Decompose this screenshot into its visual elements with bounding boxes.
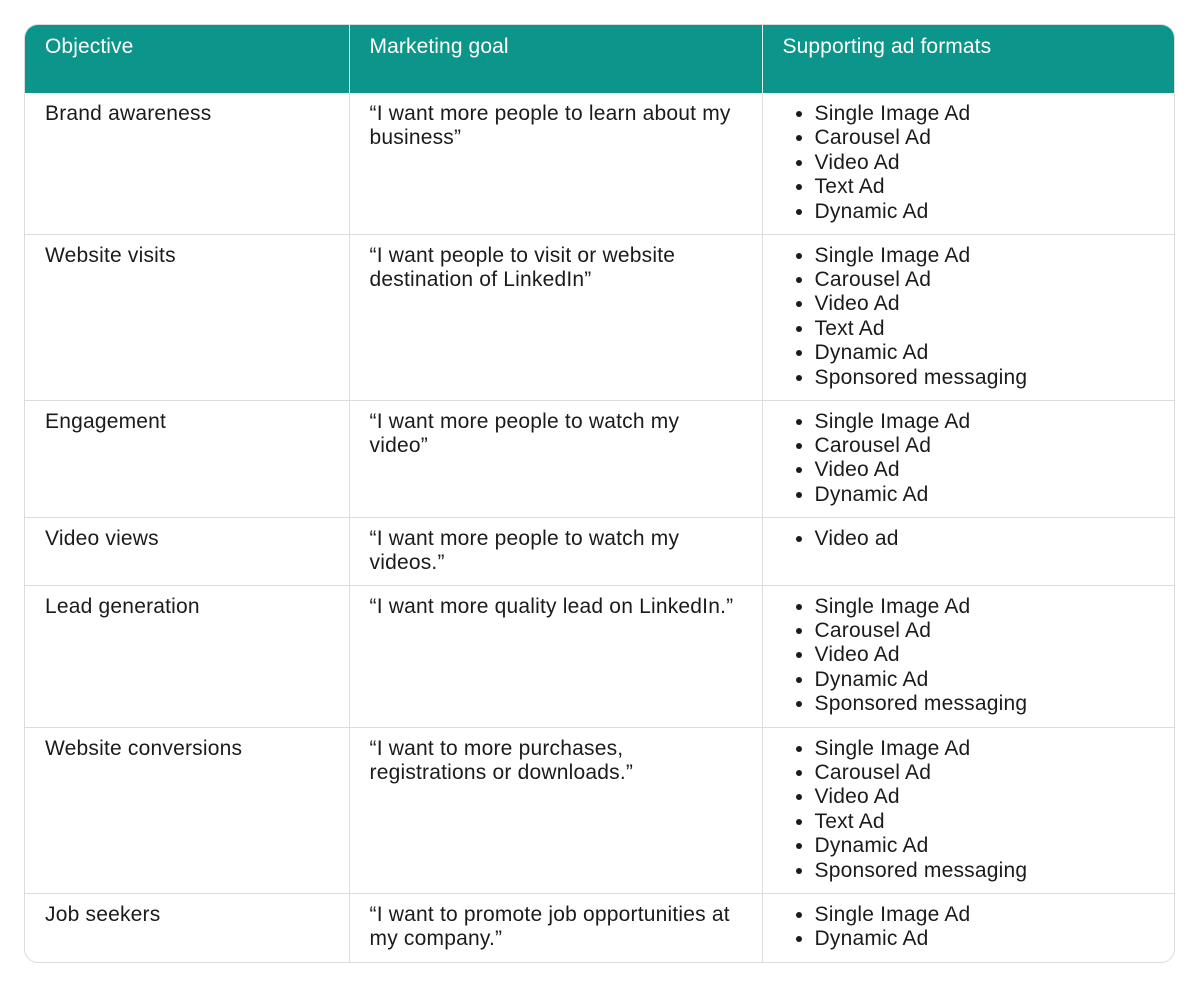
objective-cell: Video views: [25, 517, 349, 585]
list-item: • Carousel Ad: [815, 434, 1155, 458]
list-item: • Single Image Ad: [815, 903, 1155, 927]
objective-cell: Website conversions: [25, 727, 349, 893]
list-item: • Single Image Ad: [815, 102, 1155, 126]
objective-cell: Brand awareness: [25, 93, 349, 234]
ad-formats-list: [783, 903, 1155, 952]
ad-formats-cell: [762, 585, 1174, 727]
ad-formats-cell: [762, 727, 1174, 893]
list-item: • Sponsored messaging: [815, 692, 1155, 716]
table-header: [25, 25, 1174, 93]
list-item: • Carousel Ad: [815, 761, 1155, 785]
list-item: • Video Ad: [815, 292, 1155, 316]
ad-formats-cell: [762, 517, 1174, 585]
list-item: • Dynamic Ad: [815, 668, 1155, 692]
list-item: • Video Ad: [815, 458, 1155, 482]
ad-formats-list: [783, 102, 1155, 224]
list-item: • Single Image Ad: [815, 595, 1155, 619]
table-row: [25, 234, 1174, 400]
list-item: • Dynamic Ad: [815, 341, 1155, 365]
list-item: • Video Ad: [815, 785, 1155, 809]
table-body: [25, 93, 1174, 962]
header-row: [25, 25, 1174, 93]
objectives-table-container: [24, 24, 1175, 963]
table-row: [25, 727, 1174, 893]
objective-cell: Engagement: [25, 400, 349, 517]
marketing-goal-cell: “I want more people to learn about my business”: [349, 93, 762, 234]
ad-formats-list: [783, 410, 1155, 508]
marketing-goal-cell: “I want people to visit or website destination of LinkedIn”: [349, 234, 762, 400]
marketing-goal-cell: “I want more quality lead on LinkedIn.”: [349, 585, 762, 727]
table-row: [25, 93, 1174, 234]
list-item: • Dynamic Ad: [815, 200, 1155, 224]
list-item: • Carousel Ad: [815, 126, 1155, 150]
ad-formats-list: [783, 244, 1155, 390]
table-row: [25, 400, 1174, 517]
list-item: • Dynamic Ad: [815, 927, 1155, 951]
ad-formats-list: [783, 595, 1155, 717]
table-row: [25, 517, 1174, 585]
marketing-goal-cell: “I want to more purchases, registrations or downloads.”: [349, 727, 762, 893]
objective-cell: Website visits: [25, 234, 349, 400]
list-item: • Dynamic Ad: [815, 834, 1155, 858]
list-item: • Sponsored messaging: [815, 859, 1155, 883]
objective-cell: Job seekers: [25, 893, 349, 962]
ad-formats-cell: [762, 93, 1174, 234]
header-supporting-ad-formats: Supporting ad formats: [762, 25, 1174, 93]
list-item: • Single Image Ad: [815, 737, 1155, 761]
ad-formats-cell: [762, 893, 1174, 962]
marketing-goal-cell: “I want more people to watch my videos.”: [349, 517, 762, 585]
header-objective: Objective: [25, 25, 349, 93]
list-item: • Dynamic Ad: [815, 483, 1155, 507]
list-item: • Carousel Ad: [815, 619, 1155, 643]
table-row: [25, 893, 1174, 962]
list-item: • Text Ad: [815, 810, 1155, 834]
ad-formats-cell: [762, 400, 1174, 517]
header-marketing-goal: Marketing goal: [349, 25, 762, 93]
objectives-table: [25, 25, 1174, 962]
list-item: • Video Ad: [815, 151, 1155, 175]
list-item: • Video ad: [815, 527, 1155, 551]
list-item: • Single Image Ad: [815, 410, 1155, 434]
ad-formats-list: [783, 527, 1155, 551]
list-item: • Video Ad: [815, 643, 1155, 667]
objective-cell: Lead generation: [25, 585, 349, 727]
ad-formats-cell: [762, 234, 1174, 400]
list-item: • Sponsored messaging: [815, 366, 1155, 390]
marketing-goal-cell: “I want more people to watch my video”: [349, 400, 762, 517]
list-item: • Text Ad: [815, 175, 1155, 199]
list-item: • Single Image Ad: [815, 244, 1155, 268]
marketing-goal-cell: “I want to promote job opportunities at my company.”: [349, 893, 762, 962]
ad-formats-list: [783, 737, 1155, 883]
table-row: [25, 585, 1174, 727]
list-item: • Text Ad: [815, 317, 1155, 341]
list-item: • Carousel Ad: [815, 268, 1155, 292]
